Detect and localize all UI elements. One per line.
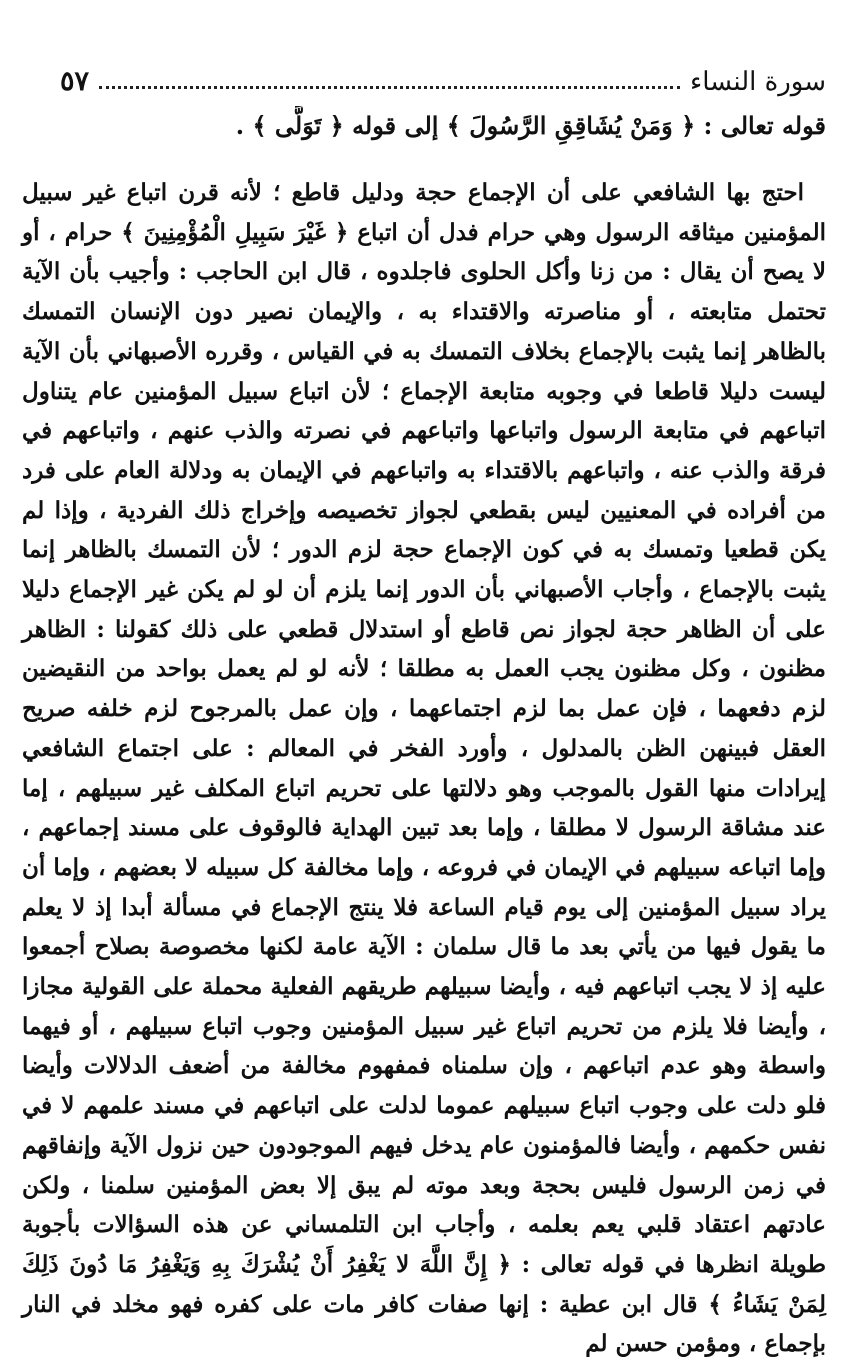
body-paragraph: احتج بها الشافعي على أن الإجماع حجة ودليل قاطع ؛ لأنه قرن اتباع غير سبيل المؤمنين ميثاقه الرسول وهي حرام فدل أن اتباع ﴿ غَيْرَ سَبِيلِ الْمُؤْمِنِينَ ﴾ حرام ، أو لا يصح أن يقال : من زنا وأكل الحلوى فاجلدوه ، قال ابن الحاجب : وأجيب بأن الآية تحتمل متابعته ، أو مناصرته والاقتداء به ، والإيمان نصير دون الإنسان التمسك بالظاهر إنما يثبت بالإجماع بخلاف التمسك به في القياس ، وقرره الأصبهاني بأن الآية ليست دليلا قاطعا في وجوبه متابعة الإجماع ؛ لأن اتباع سبيل المؤمنين عام يتناول اتباعهم في متابعة الرسول واتباعها واتباعهم في نصرته والذب عنهم ، واتباعهم في فرقة والذب عنه ، واتباعهم بالاقتداء به واتباعهم في الإيمان به ودلالة العام على فرد من أفراده في المعنيين ليس بقطعي لجواز تخصيصه وإخراج ذلك الفردية ، وإذا لم يكن قطعيا وتمسك به في كون الإجماع حجة لزم الدور ؛ لأن التمسك بالظاهر إنما يثبت بالإجماع ، وأجاب الأصبهاني بأن الدور إنما يلزم أن لو لم يكن غير الإجماع دليلا على أن الظاهر حجة لجواز نص قاطع أو استدلال قطعي على ذلك كقولنا : الظاهر مظنون ، وكل مظنون يجب العمل به مطلقا ؛ لأنه لو لم يعمل بواحد من النقيضين لزم دفعهما ، فإن عمل بما لزم اجتماعهما ، وإن عمل بالمرجوح لزم خلفه صريح العقل فبينهن الظن بالمدلول ، وأورد الفخر في المعالم : على اجتماع الشافعي إيرادات منها القول بالموجب وهو دلالتها على تحريم اتباع المكلف غير سبيلهم ، إما عند مشاقة الرسول لا مطلقا ، وإما بعد تبين الهداية فالوقوف على مسند إجماعهم ، وإما اتباعه سبيلهم في الإيمان في فروعه ، وإما مخالفة كل سبيله لا بعضهم ، وإما أن يراد سبيل المؤمنين إلى يوم قيام الساعة فلا ينتج الإجماع في مسألة أبدا إذ لا يعلم ما يقول فيها من يأتي بعد ما قال سلمان : الآية عامة لكنها مخصوصة بصلاح أجمعوا عليه إذ لا يجب اتباعهم فيه ، وأيضا سبيلهم طريقهم الفعلية محملة على القولية مجازا ، وأيضا فلا يلزم من تحريم اتباع غير سبيل المؤمنين وجوب اتباع سبيلهم ، أو فيهما واسطة وهو عدم اتباعهم ، وإن سلمناه فمفهوم مخالفة من أضعف الدلالات وأيضا فلو دلت على وجوب اتباع سبيلهم عموما لدلت على اتباعهم في مسند علمهم لا في نفس حكمهم ، وأيضا فالمؤمنون عام يدخل فيهم الموجودون حين نزول الآية وإنفاقهم في زمن الرسول فليس بحجة وبعد موته لم يبق إلا بعض المؤمنين سلمنا ، ولكن عادتهم اعتقاد قلبي يعم بعلمه ، وأجاب ابن التلمساني عن هذه السؤالات بأجوبة طويلة انظرها في قوله تعالى : ﴿ إِنَّ اللَّهَ لا يَغْفِرُ أَنْ يُشْرَكَ بِهِ وَيَغْفِرُ مَا دُونَ ذَلِكَ لِمَنْ يَشَاءُ ﴾ قال ابن عطية : إنها صفات كافر مات على كفره فهو مخلد في النار بإجماع ، ومؤمن حسن لم — [22, 179, 827, 1358]
surah-title: سورة النساء — [690, 67, 826, 97]
page-header — [60, 62, 826, 98]
page-number: ٥٧ — [60, 66, 90, 97]
verse-heading: قوله تعالى : ﴿ وَمَنْ يُشَاقِقِ الرَّسُولَ ﴾ إلى قوله ﴿ تَوَلَّى ﴾ . — [235, 111, 826, 140]
body-text — [22, 173, 826, 1364]
header-dotted-leader — [99, 86, 680, 89]
